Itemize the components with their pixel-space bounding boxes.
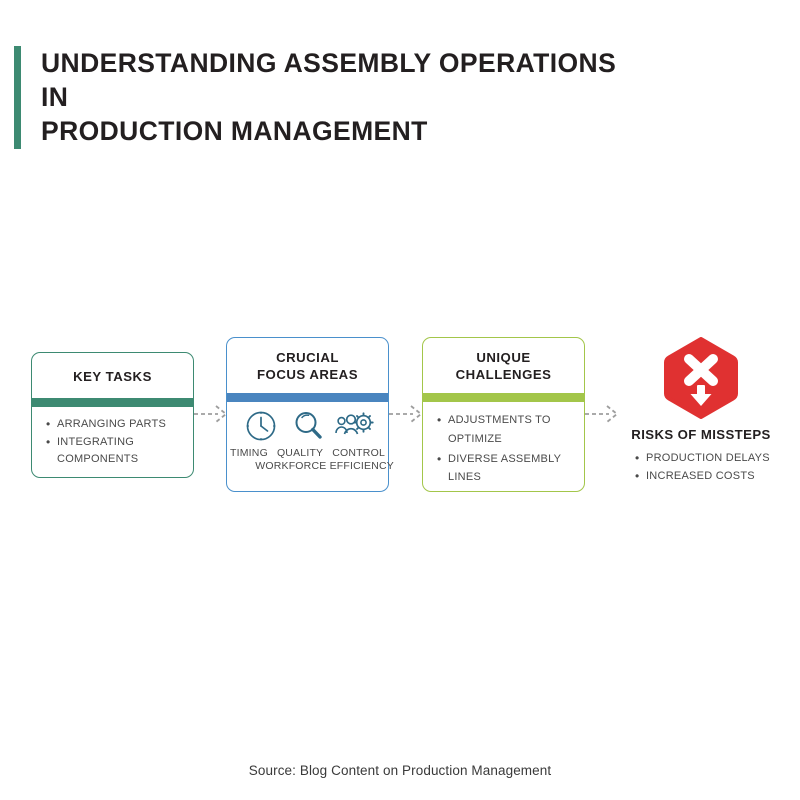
focus-sub-label: WORKFORCE EFFICIENCY (255, 460, 394, 473)
hexagon-x-down-arrow-icon (612, 337, 790, 419)
icon-label-quality: QUALITY (276, 447, 324, 460)
source-footer: Source: Blog Content on Production Management (248, 763, 552, 778)
card-body (32, 407, 193, 475)
card-accent-divider (32, 398, 193, 407)
card-accent-divider (423, 393, 584, 402)
card-body (423, 402, 584, 494)
bullet-list (612, 450, 790, 485)
magnifier-icon (285, 409, 331, 443)
card-heading-line-2: CHALLENGES (455, 367, 552, 383)
card-heading-line-1: CRUCIAL (276, 350, 339, 365)
risks-title: RISKS OF MISSTEPS (631, 427, 771, 442)
flow-step-focus-areas[interactable] (226, 337, 394, 492)
flow-step-key-tasks[interactable] (31, 352, 194, 478)
card-heading (423, 338, 584, 393)
flow-step-challenges[interactable] (422, 337, 585, 492)
dashed-arrow-right-icon (194, 403, 230, 425)
process-flow (0, 330, 800, 510)
list-item: • PRODUCTION DELAYS (646, 450, 790, 467)
dashed-arrow-right-icon (389, 403, 425, 425)
list-item: • INCREASED COSTS (646, 468, 790, 485)
list-item: • ADJUSTMENTS TO OPTIMIZE (448, 411, 575, 448)
focus-icon-row (227, 402, 388, 443)
card-heading-line-2: FOCUS AREAS (257, 367, 358, 383)
title-text (41, 46, 641, 149)
title-line-1: UNDERSTANDING ASSEMBLY OPERATIONS IN (41, 48, 617, 113)
clock-icon (238, 409, 284, 443)
icon-label-timing: TIMING (230, 447, 268, 460)
bullet-list (432, 411, 575, 487)
title-accent-bar (14, 46, 21, 149)
title-line-2: PRODUCTION MANAGEMENT (41, 116, 428, 147)
list-item: • INTEGRATING COMPONENTS (57, 434, 184, 468)
card-accent-divider (227, 393, 388, 402)
card-heading (227, 338, 388, 393)
card-heading-line-1: UNIQUE (476, 350, 531, 365)
list-item: • ARRANGING PARTS (57, 416, 184, 433)
bullet-list (41, 416, 184, 468)
card-heading: KEY TASKS (73, 369, 152, 384)
icon-label-control: CONTROL (332, 447, 385, 460)
risks-of-missteps-block (612, 337, 790, 486)
focus-icon-labels-row (227, 443, 388, 459)
list-item: • DIVERSE ASSEMBLY LINES (448, 450, 575, 487)
people-gear-icon (331, 409, 377, 443)
page-title (14, 46, 641, 149)
